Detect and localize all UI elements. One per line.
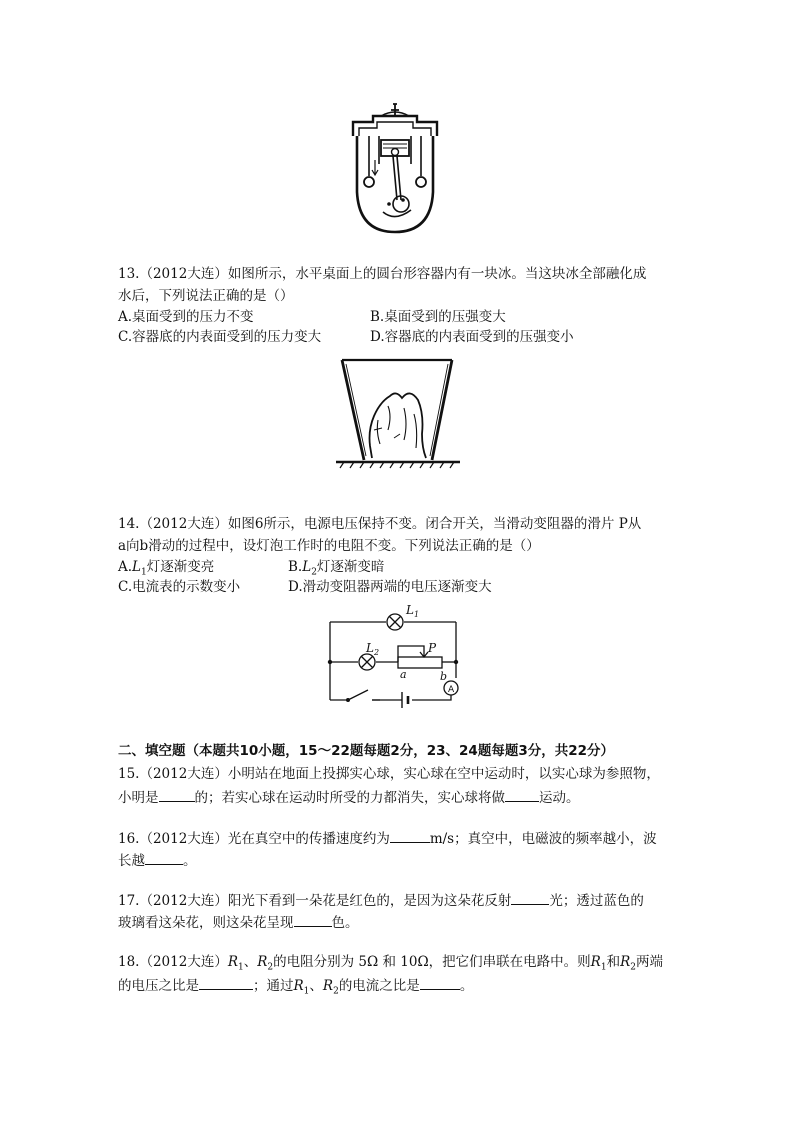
circuit-label-l1: $L_1$ [406,603,420,619]
q16-text-d: 。 [183,853,197,869]
q18-r-symbol: R [257,954,268,970]
q16-text-a: 16.（2012大连）光在真空中的传播速度约为 [118,831,390,847]
q16-text-c: 长越 [118,853,145,869]
circuit-label-l2: $L_2$ [366,641,380,657]
q17-blank-1[interactable] [511,890,549,905]
q18-r-sub: 1 [600,962,607,973]
circuit-ammeter-label: A [448,685,455,695]
q18-text-c: 两端 [635,954,663,970]
q18-blank-2[interactable] [420,975,460,990]
q17-blank-2[interactable] [294,912,332,927]
q14-option-b-text: 灯逐渐变暗 [316,559,385,575]
circuit-label-a: a [400,668,407,681]
q17-text-c: 玻璃看这朵花，则这朵花呈现 [118,915,294,931]
section-2-heading: 二、填空题（本题共10小题，15～22题每题2分，23、24题每题3分，共22分） [118,743,615,759]
q13-stem-line1: 13.（2012大连）如图所示，水平桌面上的圆台形容器内有一块冰。当这块冰全部融化成 [118,266,647,282]
q14-option-a-text: 灯逐渐变亮 [146,559,215,575]
q14-option-a-prefix: A. [118,559,133,575]
circuit-diagram [320,602,470,718]
q14-stem-line1: 14.（2012大连）如图6所示，电源电压保持不变。闭合开关，当滑动变阻器的滑片 P从 [118,516,642,532]
q13-option-c: C.容器底的内表面受到的压力变大 [118,329,322,345]
q18-sep: 、 [243,954,258,970]
q14-option-b-prefix: B. [288,559,303,575]
q13-option-b: B.桌面受到的压强变大 [370,309,506,325]
q18-text-d: 的电压之比是 [118,978,199,994]
q18-sep: 、 [309,978,323,994]
q18-line2 [118,975,473,1001]
q14-option-b-lamp: L [302,559,312,575]
engine-cylinder-figure [345,100,445,234]
circuit-label-p: P [428,641,437,655]
q15-text-b: 的；若实心球在运动时所受的力都消失，实心球将做 [194,790,505,806]
q14-stem-line2: a向b滑动的过程中，设灯泡工作时的电阻不变。下列说法正确的是（） [118,538,540,554]
q13-option-a: A.桌面受到的压力不变 [118,309,254,325]
q16-blank-1[interactable] [390,828,430,843]
q18-text-a: 18.（2012大连） [118,954,228,970]
q14-option-a-lamp-sub: 1 [141,567,147,578]
q15-blank-2[interactable] [505,787,539,802]
q15-line2 [118,787,580,807]
q18-r-sub: 2 [267,962,274,973]
q17-text-b: 光；透过蓝色的 [549,893,644,909]
circuit-label-b: b [440,670,448,683]
q14-option-a-lamp: L [132,559,142,575]
q14-option-b-lamp-sub: 2 [311,567,317,578]
q18-text-f: 的电流之比是 [338,978,420,994]
q13-option-d: D.容器底的内表面受到的压强变小 [370,329,574,345]
q18-r-sub: 2 [333,986,339,997]
q18-r-sub: 1 [303,986,310,997]
q15-text-c: 运动。 [539,790,580,806]
q18-r-symbol: R [620,954,631,970]
q18-and: 和 [606,954,621,970]
q13-stem-line2: 水后，下列说法正确的是（） [118,288,294,304]
q17-text-d: 色。 [331,915,359,931]
q17-text-a: 17.（2012大连）阳光下看到一朵花是红色的，是因为这朵花反射 [118,893,512,909]
q18-line1 [118,953,663,977]
container-ice-figure [334,358,464,474]
q18-text-b: 的电阻分别为 5Ω 和 10Ω，把它们串联在电路中。则 [273,954,591,970]
q18-r-sub: 2 [630,962,636,973]
q18-r-sub: 1 [238,962,244,973]
q16-line2 [118,850,197,870]
q18-r-symbol: R [322,978,334,994]
q18-r-symbol: R [293,978,304,994]
q18-r-symbol: R [227,954,238,970]
q14-option-d: D.滑动变阻器两端的电压逐渐变大 [288,579,492,595]
q18-blank-1[interactable] [199,975,253,990]
q15-text-a: 小明是 [118,790,159,806]
q16-text-b: m/s；真空中，电磁波的频率越小，波 [429,831,657,847]
q16-blank-2[interactable] [145,850,183,865]
q18-r-symbol: R [590,954,601,970]
q16-line1 [118,828,657,848]
q14-option-c: C.电流表的示数变小 [118,579,241,595]
q17-line1 [118,890,644,910]
q15-blank-1[interactable] [159,787,195,802]
q17-line2 [118,912,359,932]
q18-text-g: 。 [459,978,474,994]
q18-text-e: ；通过 [253,978,294,994]
q15-line1: 15.（2012大连）小明站在地面上投掷实心球，实心球在空中运动时，以实心球为参照物， [118,766,660,782]
